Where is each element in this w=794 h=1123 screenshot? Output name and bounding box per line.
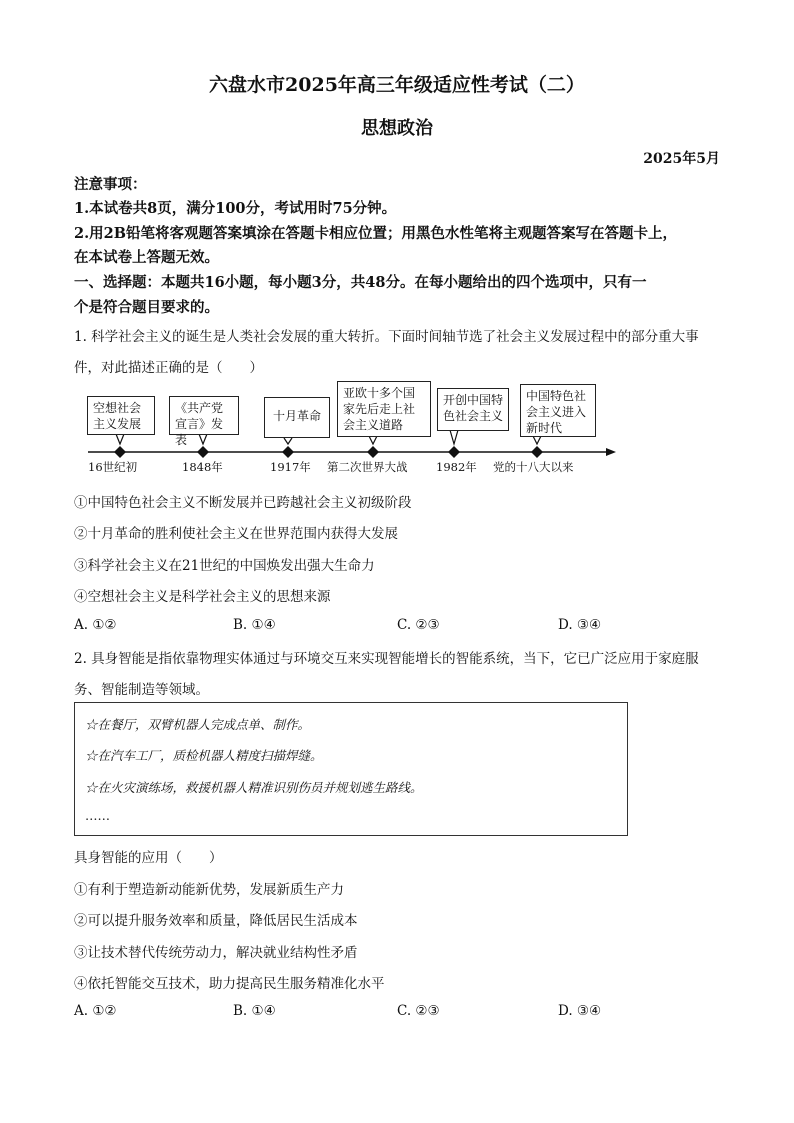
case-item: ☆在汽车工厂，质检机器人精度扫描焊缝。 xyxy=(85,748,323,763)
q2-option-d: D. ③④ xyxy=(558,1003,602,1019)
q2-option-a: A. ①② xyxy=(74,1003,117,1019)
section-heading-cont: 个是符合题目要求的。 xyxy=(74,299,219,316)
q1-stem-cont: 件，对此描述正确的是（ ） xyxy=(74,360,263,376)
timeline-node xyxy=(367,446,379,458)
timeline-event-box: 开创中国特色社会主义 xyxy=(437,388,509,431)
timeline-event-box: 中国特色社会主义进入新时代 xyxy=(520,384,596,437)
notice-heading: 注意事项： xyxy=(74,176,147,193)
q1-option-b: B. ①④ xyxy=(233,617,276,633)
timeline-label: 1848年 xyxy=(182,460,223,474)
q1-statement: ③科学社会主义在21世纪的中国焕发出强大生命力 xyxy=(74,558,375,574)
q2-question: 具身智能的应用（ ） xyxy=(74,850,223,866)
q1-option-c: C. ②③ xyxy=(397,617,440,633)
q2-stem-cont: 务、智能制造等领域。 xyxy=(74,682,209,698)
timeline-label: 1982年 xyxy=(436,460,477,474)
q1-statement: ①中国特色社会主义不断发展并已跨越社会主义初级阶段 xyxy=(74,495,412,511)
q1-statement: ②十月革命的胜利使社会主义在世界范围内获得大发展 xyxy=(74,526,398,542)
timeline-event-box: 空想社会主义发展 xyxy=(87,396,155,435)
case-ellipsis: …… xyxy=(85,808,110,823)
timeline-label: 16世纪初 xyxy=(88,460,138,474)
notice-item: 2.用2B铅笔将客观题答案填涂在答题卡相应位置；用黑色水性笔将主观题答案写在答题卡上， xyxy=(74,225,677,242)
timeline-label: 党的十八大以来 xyxy=(493,460,574,474)
q2-statement: ②可以提升服务效率和质量，降低居民生活成本 xyxy=(74,913,358,929)
q1-option-a: A. ①② xyxy=(74,617,117,633)
q2-statement: ①有利于塑造新动能新优势，发展新质生产力 xyxy=(74,882,344,898)
timeline-node xyxy=(448,446,460,458)
timeline xyxy=(0,0,794,480)
timeline-event-box: 亚欧十多个国家先后走上社会主义道路 xyxy=(337,381,431,437)
q2-statement: ③让技术替代传统劳动力，解决就业结构性矛盾 xyxy=(74,945,358,961)
case-item: ☆在餐厅，双臂机器人完成点单、制作。 xyxy=(85,717,311,732)
notice-item: 1.本试卷共8页，满分100分，考试用时75分钟。 xyxy=(74,200,397,217)
q1-option-d: D. ③④ xyxy=(558,617,602,633)
timeline-node xyxy=(282,446,294,458)
q2-case-box xyxy=(74,702,628,836)
q1-statement: ④空想社会主义是科学社会主义的思想来源 xyxy=(74,589,331,605)
timeline-node xyxy=(197,446,209,458)
q2-option-c: C. ②③ xyxy=(397,1003,440,1019)
timeline-node xyxy=(114,446,126,458)
timeline-node xyxy=(531,446,543,458)
section-heading: 一、选择题：本题共16小题，每小题3分，共48分。在每小题给出的四个选项中，只有一 xyxy=(74,274,647,291)
q1-stem: 1. 科学社会主义的诞生是人类社会发展的重大转折。下面时间轴节选了社会主义发展过程中的部分重大事 xyxy=(74,329,699,345)
subject-title: 思想政治 xyxy=(361,118,433,139)
exam-date: 2025年5月 xyxy=(643,151,720,167)
timeline-event-box: 《共产党宣言》发表 xyxy=(169,396,239,435)
timeline-label: 第二次世界大战 xyxy=(327,460,408,474)
timeline-event-box: 十月革命 xyxy=(264,397,330,438)
exam-title: 六盘水市2025年高三年级适应性考试（二） xyxy=(209,74,585,96)
case-item: ☆在火灾演练场，救援机器人精准识别伤员并规划逃生路线。 xyxy=(85,780,423,795)
q2-stem: 2. 具身智能是指依靠物理实体通过与环境交互来实现智能增长的智能系统，当下，它已广泛应用于家庭服 xyxy=(74,651,699,667)
notice-item: 在本试卷上答题无效。 xyxy=(74,249,219,266)
q2-statement: ④依托智能交互技术，助力提高民生服务精准化水平 xyxy=(74,976,385,992)
timeline-label: 1917年 xyxy=(270,460,311,474)
q2-option-b: B. ①④ xyxy=(233,1003,276,1019)
